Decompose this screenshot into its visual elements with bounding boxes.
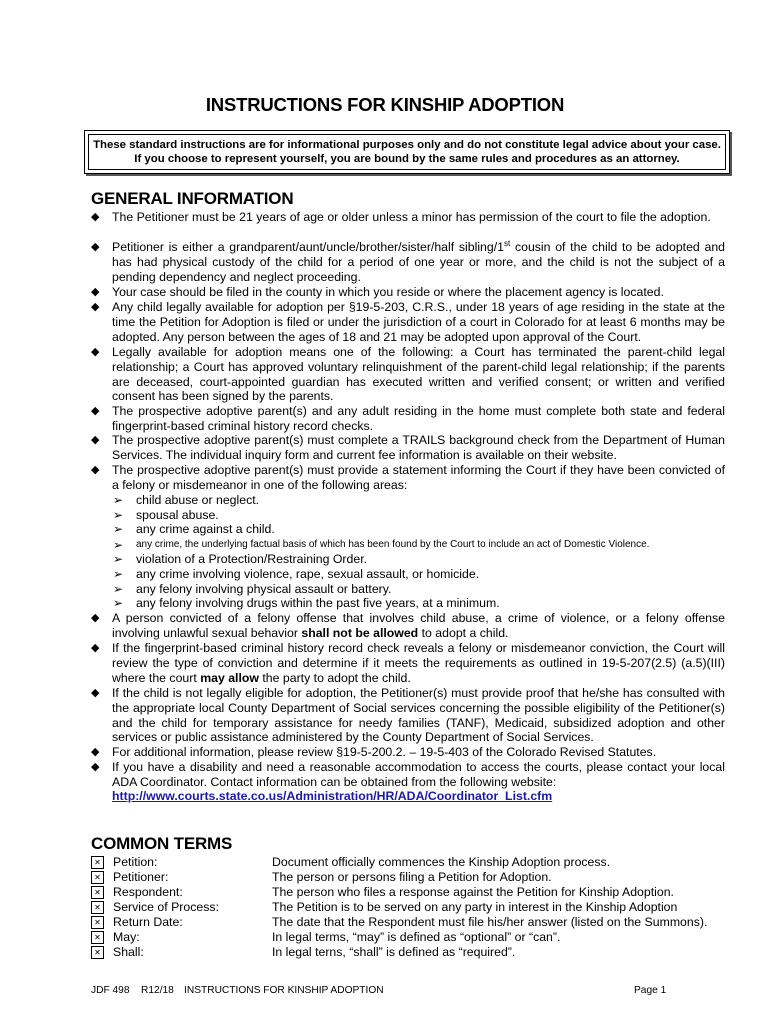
term-name: Shall: — [113, 945, 144, 959]
term-definition: In legal terms, “may” is defined as “optional” or “can”. — [272, 930, 561, 944]
list-item: ◆ Legally available for adoption means one of the following: a Court has terminated the parent-child legal relationship; a Court has approved voluntary relinquishment of the parent-child legal relationship; if the parents are deceased, court-appointed guardian has executed written and verified consent; or written and verified consent has been signed by the parents. — [91, 345, 725, 404]
ada-coordinator-link[interactable]: http://www.courts.state.co.us/Administration/HR/ADA/Coordinator_List.cfm — [112, 789, 553, 803]
term-name: May: — [113, 930, 140, 944]
checked-box-icon: ✕ — [91, 901, 104, 914]
sub-list-item: ➢ child abuse or neglect. — [113, 493, 260, 507]
general-information-heading: GENERAL INFORMATION — [91, 189, 294, 208]
checked-box-icon: ✕ — [91, 931, 104, 944]
disclaimer-box — [84, 130, 730, 174]
arrow-bullet-icon: ➢ — [113, 493, 124, 507]
footer-form-id: JDF 498 — [91, 985, 130, 996]
term-definition: The date that the Respondent must file his/her answer (listed on the Summons). — [272, 915, 708, 929]
diamond-bullet-icon: ◆ — [91, 286, 100, 298]
diamond-bullet-icon: ◆ — [91, 761, 100, 773]
arrow-bullet-icon: ➢ — [113, 538, 124, 552]
term-name: Return Date: — [113, 915, 183, 929]
diamond-bullet-icon: ◆ — [91, 687, 100, 699]
diamond-bullet-icon: ◆ — [91, 405, 100, 417]
sub-list-item: ➢ violation of a Protection/Restraining Order. — [113, 552, 368, 566]
footer-revision: R12/18 — [141, 985, 174, 996]
term-name: Petition: — [113, 855, 158, 869]
checked-box-icon: ✕ — [91, 886, 104, 899]
diamond-bullet-icon: ◆ — [91, 464, 100, 476]
term-name: Respondent: — [113, 885, 183, 899]
diamond-bullet-icon: ◆ — [91, 211, 100, 223]
diamond-bullet-icon: ◆ — [91, 642, 100, 654]
footer-form-title: INSTRUCTIONS FOR KINSHIP ADOPTION — [184, 985, 384, 996]
arrow-bullet-icon: ➢ — [113, 567, 124, 581]
arrow-bullet-icon: ➢ — [113, 596, 124, 610]
checked-box-icon: ✕ — [91, 916, 104, 929]
list-item: ◆ A person convicted of a felony offense that involves child abuse, a crime of violence, or a felony offense involving unlawful sexual behavior shall not be allowed to adopt a child. — [91, 611, 725, 640]
term-definition: The Petition is to be served on any party in interest in the Kinship Adoption — [272, 900, 678, 914]
diamond-bullet-icon: ◆ — [91, 746, 100, 758]
diamond-bullet-icon: ◆ — [91, 346, 100, 358]
list-item: ◆ The prospective adoptive parent(s) must complete a TRAILS background check from the Department of Human Services. The individual inquiry form and current fee information is available on their website. — [91, 433, 725, 462]
list-item: ◆ The prospective adoptive parent(s) and any adult residing in the home must complete both state and federal fingerprint-based criminal history record checks. — [91, 404, 725, 433]
checked-box-icon: ✕ — [91, 871, 104, 884]
sub-list-item: ➢ any felony involving physical assault or battery. — [113, 582, 392, 596]
list-item: ◆ Any child legally available for adoption per §19-5-203, C.R.S., under 18 years of age residing in the state at the time the Petition for Adoption is filed or under the jurisdiction of a court in Colorado for at least 6 months may be adopted. Any person between the ages of 18 and 21 may be adopted upon approval of the Court. — [91, 300, 725, 344]
document-title: INSTRUCTIONS FOR KINSHIP ADOPTION — [205, 94, 565, 115]
arrow-bullet-icon: ➢ — [113, 582, 124, 596]
list-item: ◆ If you have a disability and need a reasonable accommodation to access the courts, please contact your local ADA Coordinator. Contact information can be obtained from the following website: — [91, 760, 725, 789]
sub-list-item: ➢ spousal abuse. — [113, 508, 219, 522]
common-terms-heading: COMMON TERMS — [91, 834, 233, 853]
arrow-bullet-icon: ➢ — [113, 508, 124, 522]
footer-page-number: Page 1 — [634, 985, 667, 996]
list-item: ◆ Petitioner is either a grandparent/aunt/uncle/brother/sister/half sibling/1st cousin of the child to be adopted and has had physical custody of the child for a period of one year or more, and the child is not the subject of a pending dependency and neglect proceeding. — [91, 238, 725, 284]
term-definition: The person or persons filing a Petition for Adoption. — [272, 870, 552, 884]
list-item: ◆ The prospective adoptive parent(s) must provide a statement informing the Court if they have been convicted of a felony or misdemeanor in one of the following areas: — [91, 463, 725, 492]
term-name: Service of Process: — [113, 900, 219, 914]
list-item: ◆ If the fingerprint-based criminal history record check reveals a felony or misdemeanor conviction, the Court will review the type of conviction and determine if it meets the requirements as outlined in 19-5-207(2.5) (a.5)(III) where the court may allow the party to adopt the child. — [91, 641, 725, 685]
diamond-bullet-icon: ◆ — [91, 434, 100, 446]
list-item: ◆ If the child is not legally eligible for adoption, the Petitioner(s) must provide proof that he/she has consulted with the appropriate local County Department of Social services concerning the possible eligibility of the Petitioner(s) and the child for temporary assistance for needy families (TANF), Medicaid, subsidized adoption and other services or public assistance administered by the County Department of Social Services. — [91, 686, 725, 745]
list-item: ◆ For additional information, please review §19-5-200.2. – 19-5-403 of the Colorado Revised Statutes. — [91, 745, 657, 759]
arrow-bullet-icon: ➢ — [113, 552, 124, 566]
sub-list-item: ➢ any crime involving violence, rape, sexual assault, or homicide. — [113, 567, 480, 581]
checked-box-icon: ✕ — [91, 946, 104, 959]
diamond-bullet-icon: ◆ — [91, 612, 100, 624]
checked-box-icon: ✕ — [91, 856, 104, 869]
list-item: ◆ The Petitioner must be 21 years of age or older unless a minor has permission of the court to file the adoption. — [91, 210, 711, 224]
disclaimer-line-2: If you choose to represent yourself, you are bound by the same rules and procedures as an attorney. — [134, 153, 680, 165]
diamond-bullet-icon: ◆ — [91, 301, 100, 313]
term-definition: The person who files a response against the Petition for Kinship Adoption. — [272, 885, 674, 899]
list-item: ◆ Your case should be filed in the county in which you reside or where the placement agency is located. — [91, 285, 664, 299]
sub-list-item: ➢ any crime against a child. — [113, 522, 275, 536]
arrow-bullet-icon: ➢ — [113, 522, 124, 536]
term-definition: Document officially commences the Kinship Adoption process. — [272, 855, 611, 869]
sub-list-item: ➢ any felony involving drugs within the past five years, at a minimum. — [113, 596, 500, 610]
term-definition: In legal terns, “shall” is defined as “required”. — [272, 945, 516, 959]
diamond-bullet-icon: ◆ — [91, 241, 100, 253]
term-name: Petitioner: — [113, 870, 169, 884]
sub-list-item: ➢ any crime, the underlying factual basis of which has been found by the Court to include an act of Domestic Violence. — [113, 538, 650, 552]
disclaimer-line-1: These standard instructions are for informational purposes only and do not constitute legal advice about your case. — [93, 139, 721, 151]
